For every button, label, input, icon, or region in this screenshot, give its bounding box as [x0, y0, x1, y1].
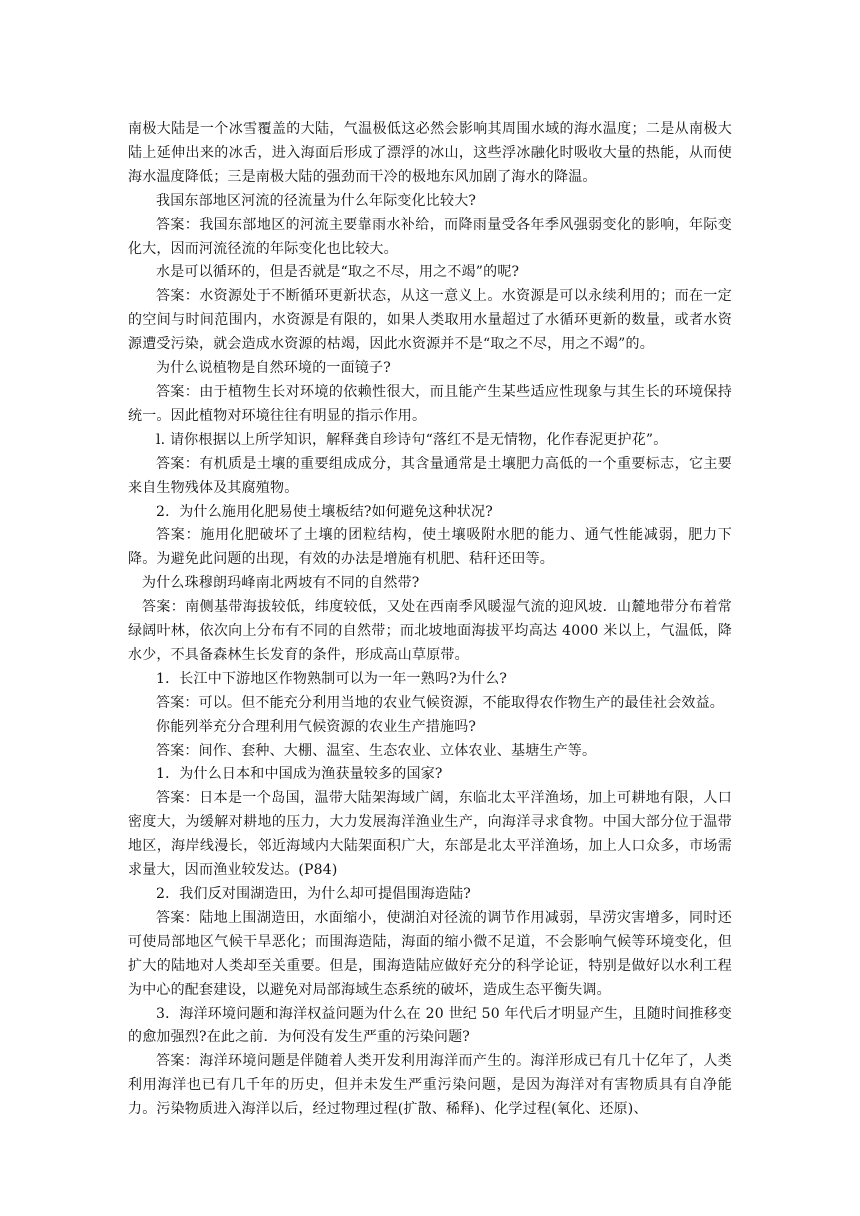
question: 为什么珠穆朗玛峰南北两坡有不同的自然带?: [142, 575, 420, 592]
question: 2．我们反对围湖造田，为什么却可提倡围海造陆?: [156, 886, 472, 902]
question: l. 请你根据以上所学知识，解释龚自珍诗句“落红不是无情物，化作春泥更护花”。: [156, 431, 668, 448]
question: 1．长江中下游地区作物熟制可以为一年一熟吗?为什么?: [156, 670, 508, 687]
question: 为什么说植物是自然环境的一面镜子?: [156, 360, 391, 377]
question: 我国东部地区河流的径流量为什么年际变化比较大?: [156, 192, 477, 209]
answer: 答案：由于植物生长对环境的依赖性很大，而且能产生某些适应性现象与其生长的环境保持统一。因此植物对环境往往有明显的指示作用。: [128, 383, 732, 424]
answer: 答案：日本是一个岛国，温带大陆架海域广阔，东临北太平洋渔场，加上可耕地有限，人口密度大，为缓解对耕地的压力，大力发展海洋渔业生产，向海洋寻求食物。中国大部分位于温带地区，海岸线漫长，邻近海域内大陆架面积广大，东部是北太平洋渔场，加上人口众多，市场需求量大，因而渔业较发达。(P84): [128, 790, 732, 879]
question: 3．海洋环境问题和海洋权益问题为什么在 20 世纪 50 年代后才明显产生，且随时间推移变的愈加强烈?在此之前．为何没有发生严重的污染问题?: [128, 1005, 732, 1046]
answer: 答案：有机质是土壤的重要组成成分，其含量通常是土壤肥力高低的一个重要标志，它主要来自生物残体及其腐殖物。: [128, 455, 732, 496]
answer: 答案：南侧基带海拔较低，纬度较低，又处在西南季风暖湿气流的迎风坡．山麓地带分布着常绿阔叶林，依次向上分布有不同的自然带；而北坡地面海拔平均高达 4000 米以上，气温低，降水少，不具备森林生长发育的条件，形成高山草原带。: [128, 599, 732, 663]
document-body: [128, 118, 732, 1122]
answer: 答案：间作、套种、大棚、温室、生态农业、立体农业、基塘生产等。: [156, 742, 597, 759]
paragraph: 南极大陆是一个冰雪覆盖的大陆，气温极低这必然会影响其周围水域的海水温度；二是从南极大陆上延伸出来的冰舌，进入海面后形成了漂浮的冰山，这些浮冰融化时吸收大量的热能，从而使海水温度降低；三是南极大陆的强劲而干冷的极地东风加剧了海水的降温。: [128, 121, 732, 185]
answer: 答案：海洋环境问题是伴随着人类开发利用海洋而产生的。海洋形成已有几十亿年了，人类利用海洋也已有几千年的历史，但并未发生严重污染问题，是因为海洋对有害物质具有自净能力。污染物质进入海洋以后，经过物理过程(扩散、稀释)、化学过程(氧化、还原)、: [128, 1053, 732, 1118]
answer: 答案：可以。但不能充分利用当地的农业气候资源，不能取得农作物生产的最佳社会效益。: [156, 694, 724, 711]
question: 1．为什么日本和中国成为渔获量较多的国家?: [156, 766, 443, 783]
answer: 答案：我国东部地区的河流主要靠雨水补给，而降雨量受各年季风强弱变化的影响，年际变化大，因而河流径流的年际变化也比较大。: [128, 216, 732, 257]
answer: 答案：陆地上围湖造田，水面缩小，使湖泊对径流的调节作用减弱，旱涝灾害增多，同时还可使局部地区气候干旱恶化；而围海造陆，海面的缩小微不足道，不会影响气候等环境变化，但扩大的陆地对人类却至关重要。但是，围海造陆应做好充分的科学论证，特别是做好以水利工程为中心的配套建设，以避免对局部海域生态系统的破坏，造成生态平衡失调。: [128, 909, 732, 998]
answer: 答案：施用化肥破坏了土壤的团粒结构，使土壤吸附水肥的能力、通气性能减弱，肥力下降。为避免此问题的出现，有效的办法是增施有机肥、秸秆还田等。: [128, 527, 732, 568]
question: 水是可以循环的，但是否就是“取之不尽，用之不竭”的呢?: [156, 264, 520, 281]
answer: 答案：水资源处于不断循环更新状态，从这一意义上。水资源是可以永续利用的；而在一定的空间与时间范围内，水资源是有限的，如果人类取用水量超过了水循环更新的数量，或者水资源遭受污染，就会造成水资源的枯竭，因此水资源并不是“取之不尽，用之不竭”的。: [128, 288, 732, 353]
question: 2．为什么施用化肥易使土壤板结?如何避免这种状况?: [156, 503, 493, 520]
question: 你能列举充分合理利用气候资源的农业生产措施吗?: [156, 718, 477, 735]
